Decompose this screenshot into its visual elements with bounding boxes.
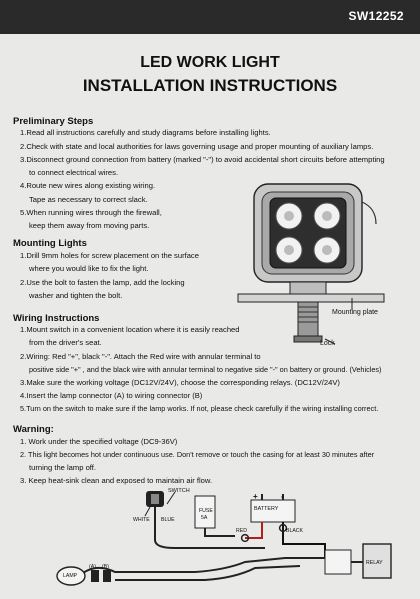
- mounting-line: where you would like to fix the light.: [29, 264, 149, 273]
- battery-minus-label: -: [281, 492, 284, 501]
- wiring-line: 2.Wiring: Red "+", black "-". Attach the Red wire with annular terminal to: [20, 352, 261, 361]
- mounting-plate-label: Mounting plate: [332, 309, 378, 316]
- mounting-line: 2.Use the bolt to fasten the lamp, add the locking: [20, 278, 185, 287]
- fuse-rating-label: 5A: [201, 515, 208, 521]
- relay-label: RELAY: [366, 560, 383, 566]
- wiring-line: 4.Insert the lamp connector (A) to wiring connector (B): [20, 391, 203, 400]
- preliminary-line: 3.Disconnect ground connection from battery (marked "-") to avoid accidental short circuits before attempting: [20, 155, 385, 164]
- product-code: SW12252: [348, 9, 404, 23]
- mounting-line: 1.Drill 9mm holes for screw placement on the surface: [20, 251, 199, 260]
- section-heading-wiring: Wiring Instructions: [13, 313, 100, 324]
- lock-label: Lock: [320, 340, 335, 347]
- wiring-line: from the driver's seat.: [29, 338, 102, 347]
- page-title: LED WORK LIGHT: [140, 54, 280, 71]
- battery-label: BATTERY: [254, 506, 279, 512]
- battery-plus-label: +: [253, 492, 258, 501]
- page-subtitle: INSTALLATION INSTRUCTIONS: [82, 76, 338, 95]
- connector-a-label: (A): [89, 564, 96, 570]
- black-wire-label: BLACK: [286, 528, 304, 534]
- preliminary-line: 1.Read all instructions carefully and study diagrams before installing lights.: [20, 128, 271, 137]
- warning-line: 2. This light becomes hot under continuous use. Don't remove or touch the casing for at least 30 minutes after: [20, 450, 375, 459]
- preliminary-line: 2.Check with state and local authorities for laws governing usage and proper mounting of auxiliary lamps.: [20, 142, 374, 151]
- white-wire-label: WHITE: [133, 517, 150, 523]
- preliminary-line: to connect electrical wires.: [29, 168, 119, 177]
- wiring-line: 3.Make sure the working voltage (DC12V/24V), choose the corresponding relays. (DC12V/24V): [20, 378, 340, 387]
- wiring-line: positive side "+" , and the black wire with annular terminal to negative side "-" on battery or ground. (Vehicles): [29, 365, 382, 374]
- fuse-label: FUSE: [199, 508, 213, 514]
- work-light-illustration: [232, 180, 412, 355]
- warning-line: turning the lamp off.: [29, 463, 96, 472]
- preliminary-line: Tape as necessary to correct slack.: [29, 195, 148, 204]
- connector-b-label: (B): [102, 564, 109, 570]
- section-heading-warning: Warning:: [13, 424, 54, 435]
- warning-line: 3. Keep heat-sink clean and exposed to maintain air flow.: [20, 476, 213, 485]
- lamp-label: LAMP: [63, 573, 78, 579]
- preliminary-line: keep them away from moving parts.: [29, 221, 150, 230]
- mounting-line: washer and tighten the bolt.: [29, 291, 123, 300]
- switch-label: SWITCH: [168, 488, 190, 494]
- section-heading-preliminary: Preliminary Steps: [13, 116, 94, 127]
- wiring-line: 5.Turn on the switch to make sure if the lamp works. If not, please check carefully if the wiring installing correct.: [20, 404, 379, 413]
- section-heading-mounting: Mounting Lights: [13, 238, 87, 249]
- wiring-diagram: [55, 484, 410, 596]
- preliminary-line: 5.When running wires through the firewall,: [20, 208, 162, 217]
- wiring-line: 1.Mount switch in a convenient location where it is easily reached: [20, 325, 240, 334]
- blue-wire-label: BLUE: [161, 517, 175, 523]
- red-wire-label: RED: [236, 528, 247, 534]
- warning-line: 1. Work under the specified voltage (DC9-36V): [20, 437, 178, 446]
- header-bar: [0, 0, 420, 34]
- preliminary-line: 4.Route new wires along existing wiring.: [20, 181, 156, 190]
